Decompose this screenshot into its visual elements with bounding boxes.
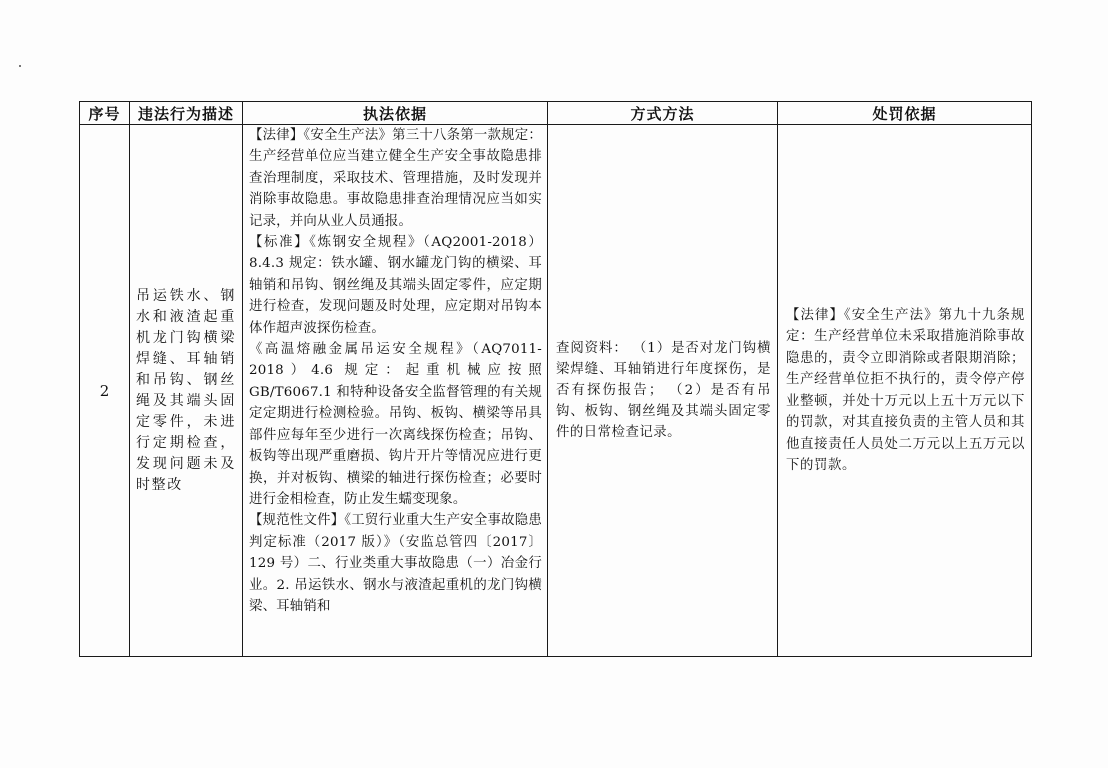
method-item-1: （1）是否对龙门钩横梁焊缝、耳轴销进行年度探伤，是否有探伤报告；: [556, 341, 771, 398]
table-header-row: [80, 102, 1032, 125]
header-enforcement-basis: 执法依据: [243, 102, 548, 125]
basis-standard-paragraph-2: 《高温熔融金属吊运安全规程》（AQ7011-2018）4.6 规定：起重机械应按照 GB/T6067.1 和特种设备安全监督管理的有关规定定期进行检测检验。吊钩、板钩、横梁等吊具部件应每年至少进行一次离线探伤检查；吊钩、板钩等出现严重磨损、钩片开片等情况应进行更换，并对板钩、横梁的轴进行探伤检查；必要时进行金相检查，防止发生蠕变现象。: [249, 342, 542, 507]
scan-speck: [19, 65, 21, 67]
header-violation-description: 违法行为描述: [130, 102, 243, 125]
header-penalty-basis: 处罚依据: [778, 102, 1032, 125]
basis-standard-paragraph: 【标准】《炼钢安全规程》（AQ2001-2018）8.4.3 规定：铁水罐、钢水罐龙门钩的横梁、耳轴销和吊钩、钢丝绳及其端头固定零件，应定期进行检查，发现问题及时处理，应定期对吊钩本体作超声波探伤检查。: [249, 235, 542, 336]
row-penalty-basis: 【法律】《安全生产法》第九十九条规定：生产经营单位未采取措施消除事故隐患的，责令立即消除或者限期消除；生产经营单位拒不执行的，责令停产停业整顿，并处十万元以上五十万元以下的罚款，对其直接负责的主管人员和其他直接责任人员处二万元以上五万元以下的罚款。: [778, 125, 1032, 657]
header-method: 方式方法: [548, 102, 778, 125]
row-enforcement-basis: [243, 125, 548, 657]
row-violation-description: 吊运铁水、钢水和液渣起重机龙门钩横梁焊缝、耳轴销和吊钩、钢丝绳及其端头固定零件，未进行定期检查，发现问题未及时整改: [130, 125, 243, 657]
row-seq-cell: 2: [80, 125, 130, 657]
row-method: [548, 125, 778, 657]
table-row: [80, 125, 1032, 657]
method-intro: 查阅资料：: [556, 341, 628, 356]
regulation-table: [79, 101, 1032, 657]
basis-law-paragraph: 【法律】《安全生产法》第三十八条第一款规定：生产经营单位应当建立健全生产安全事故隐患排查治理制度，采取技术、管理措施，及时发现并消除事故隐患。事故隐患排查治理情况应当如实记录，并向从业人员通报。: [249, 128, 542, 229]
basis-normative-document-paragraph: 【规范性文件】《工贸行业重大生产安全事故隐患判定标准（2017 版）》（安监总管四〔2017〕129 号）二、行业类重大事故隐患（一）冶金行业。2. 吊运铁水、钢水与液渣起重机的龙门钩横梁、耳轴销和: [249, 513, 542, 614]
header-seq: 序号: [80, 102, 130, 125]
method-item-2: （2）是否有吊钩、板钩、钢丝绳及其端头固定零件的日常检查记录。: [556, 383, 771, 440]
